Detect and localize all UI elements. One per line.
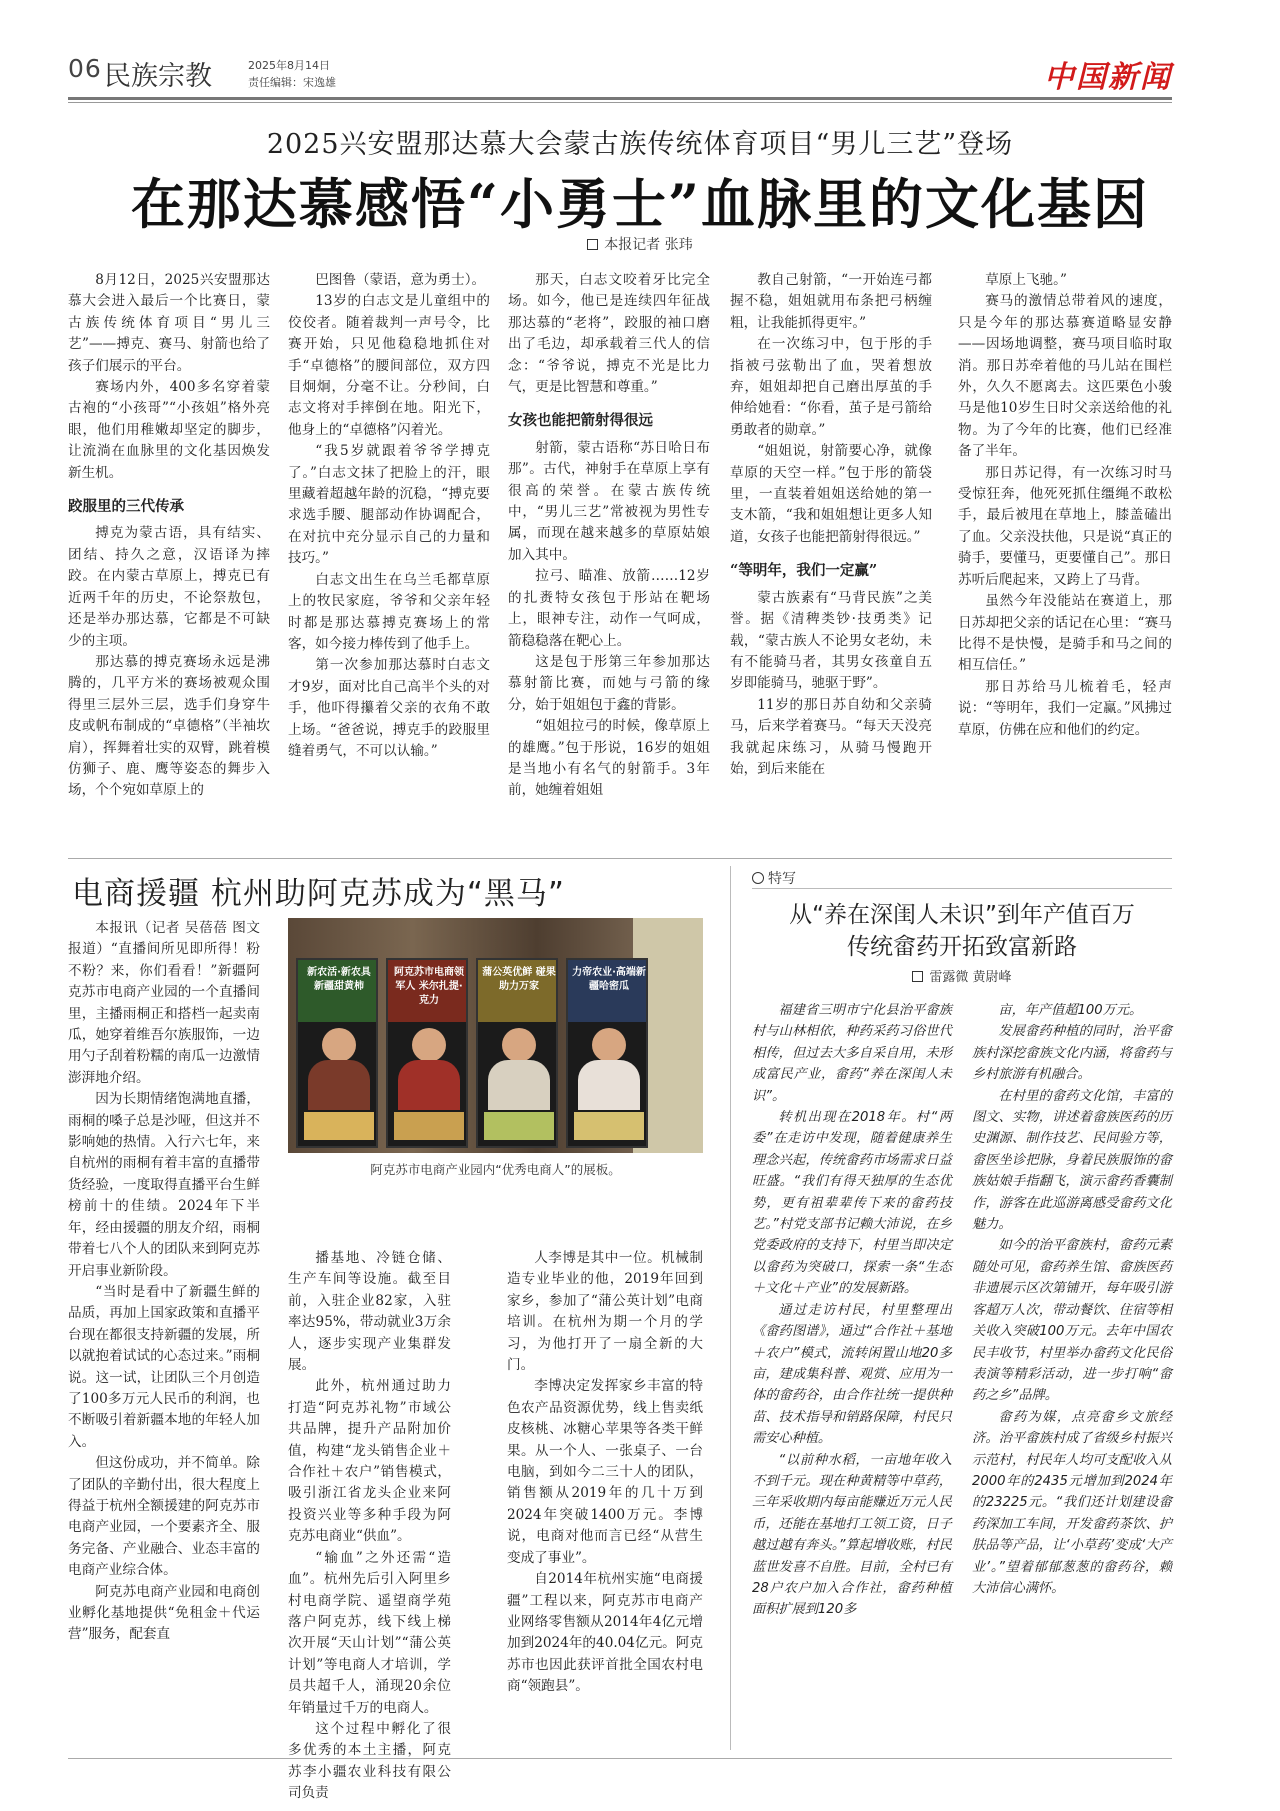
paragraph: 这是包于彤第三年参加那达慕射箭比赛，而她与弓箭的缘分，始于姐姐包于鑫的背影。 [508,653,710,713]
paragraph: 搏克为蒙古语，具有结实、团结、持久之意，汉语译为摔跤。在内蒙古草原上，搏克已有近两千年的历史，不论祭敖包，还是举办那达慕，它都是不可缺少的主项。 [68,525,270,649]
paragraph: 转机出现在2018年。村“两委”在走访中发现，随着健康养生理念兴起，传统畲药市场需求日益旺盛。“我们有得天独厚的生态优势，更有祖辈辈传下来的畲药技艺。”村党支部书记赖大沛说，在乡党委政府的支持下，村里当即决定以畲药为突破口，探索一条“生态＋文化＋产业”的发展新路。 [752,1110,952,1297]
exhibit-board [296,958,378,1148]
paragraph: 这个过程中孵化了很多优秀的本土主播，阿克苏李小疆农业科技有限公司负责 [288,1720,451,1802]
section-name: 民族宗教 [104,61,212,92]
paragraph: 11岁的那日苏自幼和父亲骑马，后来学着赛马。“每天天没亮我就起床练习，从骑马慢跑开始，到后来能在 [730,696,932,777]
subheading: 女孩也能把箭射得很远 [508,412,653,430]
paragraph: 在一次练习中，包于彤的手指被弓弦勒出了血，哭着想放弃，姐姐却把自己磨出厚茧的手伸给她看：“你看，茧子是弓箭给勇敢者的勋章。” [730,336,932,438]
paragraph: 那达慕的搏克赛场永远是沸腾的，几平方米的赛场被观众围得里三层外三层，选手们身穿牛皮或帆布制成的“卓德格”（半袖坎肩），挥舞着壮实的双臂，跳着模仿狮子、鹿、鹰等姿态的舞步入场，个个宛如草原上的 [68,653,270,799]
lead-byline-text: 本报记者 张玮 [604,237,693,253]
feature-column-1 [752,1000,952,1750]
ecommerce-headline: 电商援疆 杭州助阿克苏成为“黑马” [72,876,565,912]
paragraph: “当时是看中了新疆生鲜的品质，再加上国家政策和直播平台现在都很支持新疆的发展，所以就抱着试试的心态过来。”雨桐说。这一试，让团队三个月创造了100多万元人民币的利润，也不断吸引着新疆本地的年轻人加入。 [68,1283,260,1450]
paragraph: 如今的治平畲族村，畲药元素随处可见，畲药养生馆、畲族医药非遗展示区次第铺开，每年吸引游客超万人次，带动餐饮、住宿等相关收入突破100万元。去年中国农民丰收节，村里举办畲药文化民俗表演等精彩活动，进一步打响“畲药之乡”品牌。 [972,1238,1172,1404]
paragraph: 畲药为媒，点亮畲乡文旅经济。治平畲族村成了省级乡村振兴示范村，村民年人均可支配收入从2000年的2435元增加到2024年的23225元。“我们还计划建设畲药深加工车间，开发畲药茶饮、护肤品等产品，让‘小草药’变成‘大产业’。”望着郁郁葱葱的畲药谷，赖大沛信心满怀。 [972,1409,1172,1596]
paragraph: 那日苏记得，有一次练习时马受惊狂奔，他死死抓住缰绳不敢松手，最后被甩在草地上，膝盖磕出了血。父亲没扶他，只是说“真正的骑手，要懂马，更要懂自己”。那日苏听后爬起来，又跨上了马背。 [958,464,1172,588]
paragraph: 射箭，蒙古语称“苏日哈日布那”。古代，神射手在草原上享有很高的荣誉。在蒙古族传统中，“男儿三艺”常被视为男性专属，而现在越来越多的草原姑娘加入其中。 [508,439,710,563]
paragraph: 此外，杭州通过助力打造“阿克苏礼物”市域公共品牌，提升产品附加价值，构建“龙头销售企业＋合作社＋农户”销售模式，吸引浙江省龙头企业来阿投资兴业等多种手段为阿克苏电商业“供血”。 [288,1378,451,1545]
paragraph: 通过走访村民，村里整理出《畲药图谱》，通过“合作社＋基地＋农户”模式，流转闲置山地20多亩，建成集科普、观赏、应用为一体的畲药谷，由合作社统一提供种苗、技术指导和销路保障，村民只需安心种植。 [752,1302,952,1447]
exhibit-board-title: 力帝农业·高端新疆哈密瓜 [572,967,646,992]
ecommerce-photo [288,918,703,1153]
paragraph: 发展畲药种植的同时，治平畲族村深挖畲族文化内涵，将畲药与乡村旅游有机融合。 [972,1024,1172,1083]
paragraph: 在村里的畲药文化馆，丰富的图文、实物，讲述着畲族医药的历史渊源、制作技艺、民间验方等，畲医坐诊把脉，身着民族服饰的畲族姑娘手指翻飞，演示畲药香囊制作，游客在此巡游离感受畲药文化魅力。 [972,1088,1172,1233]
byline-box-icon [587,239,598,250]
feature-tag-icon [752,872,764,884]
feature-byline-text: 雷露微 黄尉峰 [929,970,1012,985]
paragraph: “以前种水稻，一亩地年收入不到千元。现在种黄精等中草药，三年采收期内每亩能赚近万元人民币，还能在基地打工领工资，日子越过越有奔头。”算起增收账，村民蓝世发喜不自胜。目前，全村已有28户农户加入合作社，畲药种植面积扩展到120多 [752,1452,952,1618]
paragraph: 福建省三明市宁化县治平畲族村与山林相依，种药采药习俗世代相传，但过去大多自采自用，未形成富民产业，畲药“养在深闺人未识”。 [752,1003,952,1104]
newspaper-logo: 中国新闻 [1044,60,1172,95]
lead-column-3 [508,270,710,840]
paragraph: 但这份成功，并不简单。除了团队的辛勤付出，很大程度上得益于杭州全额援建的阿克苏市电商产业园，一个要素齐全、服务完备、产业融合、业态丰富的电商产业综合体。 [68,1455,260,1579]
exhibit-board [386,958,468,1148]
paragraph: 草原上飞驰。” [985,272,1067,288]
lead-column-5 [958,270,1172,840]
page-bottom-rule [68,1758,1172,1759]
masthead-rule-thin [68,102,1172,103]
paragraph: 巴图鲁（蒙语，意为勇士）。 [315,272,486,288]
feature-rule [752,888,1172,889]
ecommerce-column-1 [68,918,260,1748]
paragraph: 自2014年杭州实施“电商援疆”工程以来，阿克苏市电商产业网络零售额从2014年4亿元增加到2024年的40.04亿元。阿克苏市也因此获评首批全国农村电商“领跑县”。 [507,1571,703,1695]
paragraph: 8月12日，2025兴安盟那达慕大会进入最后一个比赛日，蒙古族传统体育项目“男儿三艺”——搏克、赛马、射箭也给了孩子们展示的平台。 [68,272,270,374]
paragraph: 教自己射箭，“一开始连弓都握不稳，姐姐就用布条把弓柄缠粗，让我能抓得更牢。” [730,272,932,331]
issue-date: 2025年8月14日 [248,59,330,72]
paragraph: 13岁的白志文是儿童组中的佼佼者。随着裁判一声号令，比赛开始，只见他稳稳地抓住对手“卓德格”的腰间部位，双方四目炯炯，分毫不让。分秒间，白志文将对手摔倒在地。阳光下，他身上的“卓德格”闪着光。 [288,293,490,438]
paragraph: “我5岁就跟着爷爷学搏克了。”白志文抹了把脸上的汗，眼里藏着超越年龄的沉稳，“搏克要求选手腰、腿部动作协调配合，在对抗中充分显示自己的力量和技巧。” [288,443,490,567]
exhibit-board-title: 新农活·新农具 新疆甜黄柿 [307,967,371,992]
paragraph: 李博决定发挥家乡丰富的特色农产品资源优势，线上售卖纸皮核桃、冰糖心苹果等各类干鲜果。从一个人、一张桌子、一台电脑，到如今二三十人的团队，销售额从2019年的几十万到2024年突破1400万元。李博说，电商对他而言已经“从营生变成了事业”。 [507,1378,703,1566]
photo-caption: 阿克苏市电商产业园内“优秀电商人”的展板。 [370,1162,621,1177]
lead-kicker: 2025兴安盟那达慕大会蒙古族传统体育项目“男儿三艺”登场 [266,129,1014,160]
section-divider [68,858,1172,859]
paragraph: 蒙古族素有“马背民族”之美誉。据《清稗类钞·技勇类》记载，“蒙古族人不论男女老幼，未有不能骑马者，其男女孩童自五岁即能骑马，驰驱于野”。 [730,589,932,692]
paragraph: 第一次参加那达慕时白志文才9岁，面对比自己高半个头的对手，他吓得攥着父亲的衣角不敢上场。“爸爸说，搏克手的跤服里缝着勇气，不可以认输。” [288,657,490,759]
paragraph: “姐姐拉弓的时候，像草原上的雄鹰。”包于彤说，16岁的姐姐是当地小有名气的射箭手。3年前，她缠着姐姐 [508,718,710,799]
paragraph: 阿克苏电商产业园和电商创业孵化基地提供“免租金＋代运营”服务，配套直 [68,1583,260,1643]
paragraph: “姐姐说，射箭要心净，就像草原的天空一样。”包于彤的箭袋里，一直装着姐姐送给她的第一支木箭，“我和姐姐想让更多人知道，女孩子也能把箭射得很远。” [730,443,932,545]
paragraph: 那日苏给马儿梳着毛，轻声说：“等明年，我们一定赢。”风拂过草原，仿佛在应和他们的约定。 [958,678,1172,738]
exhibit-board [476,958,558,1148]
paragraph: 人李博是其中一位。机械制造专业毕业的他，2019年回到家乡，参加了“蒲公英计划”电商培训。在杭州为期一个月的学习，为他打开了一扇全新的大门。 [507,1250,703,1374]
feature-tag [752,868,796,888]
feature-tag-label: 特写 [768,871,796,887]
feature-title-line-2: 传统畲药开拓致富新路 [847,934,1077,960]
paragraph: 亩，年产值超100万元。 [998,1003,1143,1018]
lead-column-4 [730,270,932,840]
section-number: 06 [68,54,102,83]
masthead [68,54,1172,96]
responsible-editor: 责任编辑：宋逸雄 [248,76,336,89]
exhibit-board [566,958,648,1148]
feature-byline [752,966,1172,985]
paragraph: 因为长期情绪饱满地直播，雨桐的嗓子总是沙哑，但这并不影响她的热情。入行六七年，来自杭州的雨桐有着丰富的直播带货经验，一度取得直播平台生鲜榜前十的佳绩。2024年下半年，经由援疆的朋友介绍，雨桐带着七八个人的团队来到阿克苏开启事业新阶段。 [68,1091,260,1279]
column-divider [730,866,731,1750]
subheading: 跤服里的三代传承 [68,498,184,516]
paragraph: 播基地、冷链仓储、生产车间等设施。截至目前，入驻企业82家，入驻率达95%，带动就业3万余人，逐步实现产业集群发展。 [288,1250,451,1374]
paragraph: 本报讯（记者 吴蓓蓓 图文报道）“直播间所见即所得！粉不粉？来，你们看看！”新疆阿克苏市电商产业园的一个直播间里，主播雨桐正和搭档一起卖南瓜，她穿着维吾尔族服饰，一边用勺子刮着粉糯的南瓜一边激情澎湃地介绍。 [68,920,260,1086]
paragraph: 拉弓、瞄准、放箭……12岁的扎赉特女孩包于彤站在靶场上，眼神专注，动作一气呵成，箭稳稳落在靶心上。 [508,568,710,649]
masthead-rule [68,97,1172,100]
paragraph: 虽然今年没能站在赛道上，那日苏却把父亲的话记在心里：“赛马比得不是快慢，是骑手和马之间的相互信任。” [958,593,1172,674]
paragraph: 那天，白志文咬着牙比完全场。如今，他已是连续四年征战那达慕的“老将”，跤服的袖口磨出了毛边，却承载着三代人的信念：“爷爷说，搏克不光是比力气，更是比智慧和尊重。” [508,272,710,396]
subheading: “等明年，我们一定赢” [730,562,878,580]
lead-column-1 [68,270,270,840]
byline-box-icon [912,971,923,982]
feature-title-line-1: 从“养在深闺人未识”到年产值百万 [789,902,1135,928]
lead-byline [0,234,1280,254]
paragraph: 赛马的激情总带着风的速度，只是今年的那达慕赛道略显安静——因场地调整，赛马项目临时取消。那日苏牵着他的马儿站在围栏外，久久不愿离去。这匹栗色小骏马是他10岁生日时父亲送给他的礼物。为了今年的比赛，他们已经准备了半年。 [958,293,1172,460]
paragraph: “输血”之外还需“造血”。杭州先后引入阿里乡村电商学院、遥望商学苑落户阿克苏，线下线上梯次开展“天山计划”“蒲公英计划”等电商人才培训，学员共超千人，涌现20余位年销量过千万的电商人。 [288,1549,451,1716]
paragraph: 白志文出生在乌兰毛都草原上的牧民家庭，爷爷和父亲年轻时都是那达慕搏克赛场上的常客，如今接力棒传到了他手上。 [288,571,490,652]
ecommerce-column-3 [507,1248,703,1748]
lead-column-2 [288,270,490,840]
exhibit-board-title: 阿克苏市电商领军人 米尔扎提·克力 [394,967,464,1006]
lead-headline: 在那达慕感悟“小勇士”血脉里的文化基因 [130,172,1150,236]
ecommerce-column-2 [288,1248,451,1802]
feature-column-2 [972,1000,1172,1750]
paragraph: 赛场内外，400多名穿着蒙古袍的“小孩哥”“小孩姐”格外亮眼，他们用稚嫩却坚定的脚步，让流淌在血脉里的文化基因焕发新生机。 [68,379,270,481]
exhibit-board-title: 蒲公英优鲜 碰果助力万家 [482,967,556,992]
